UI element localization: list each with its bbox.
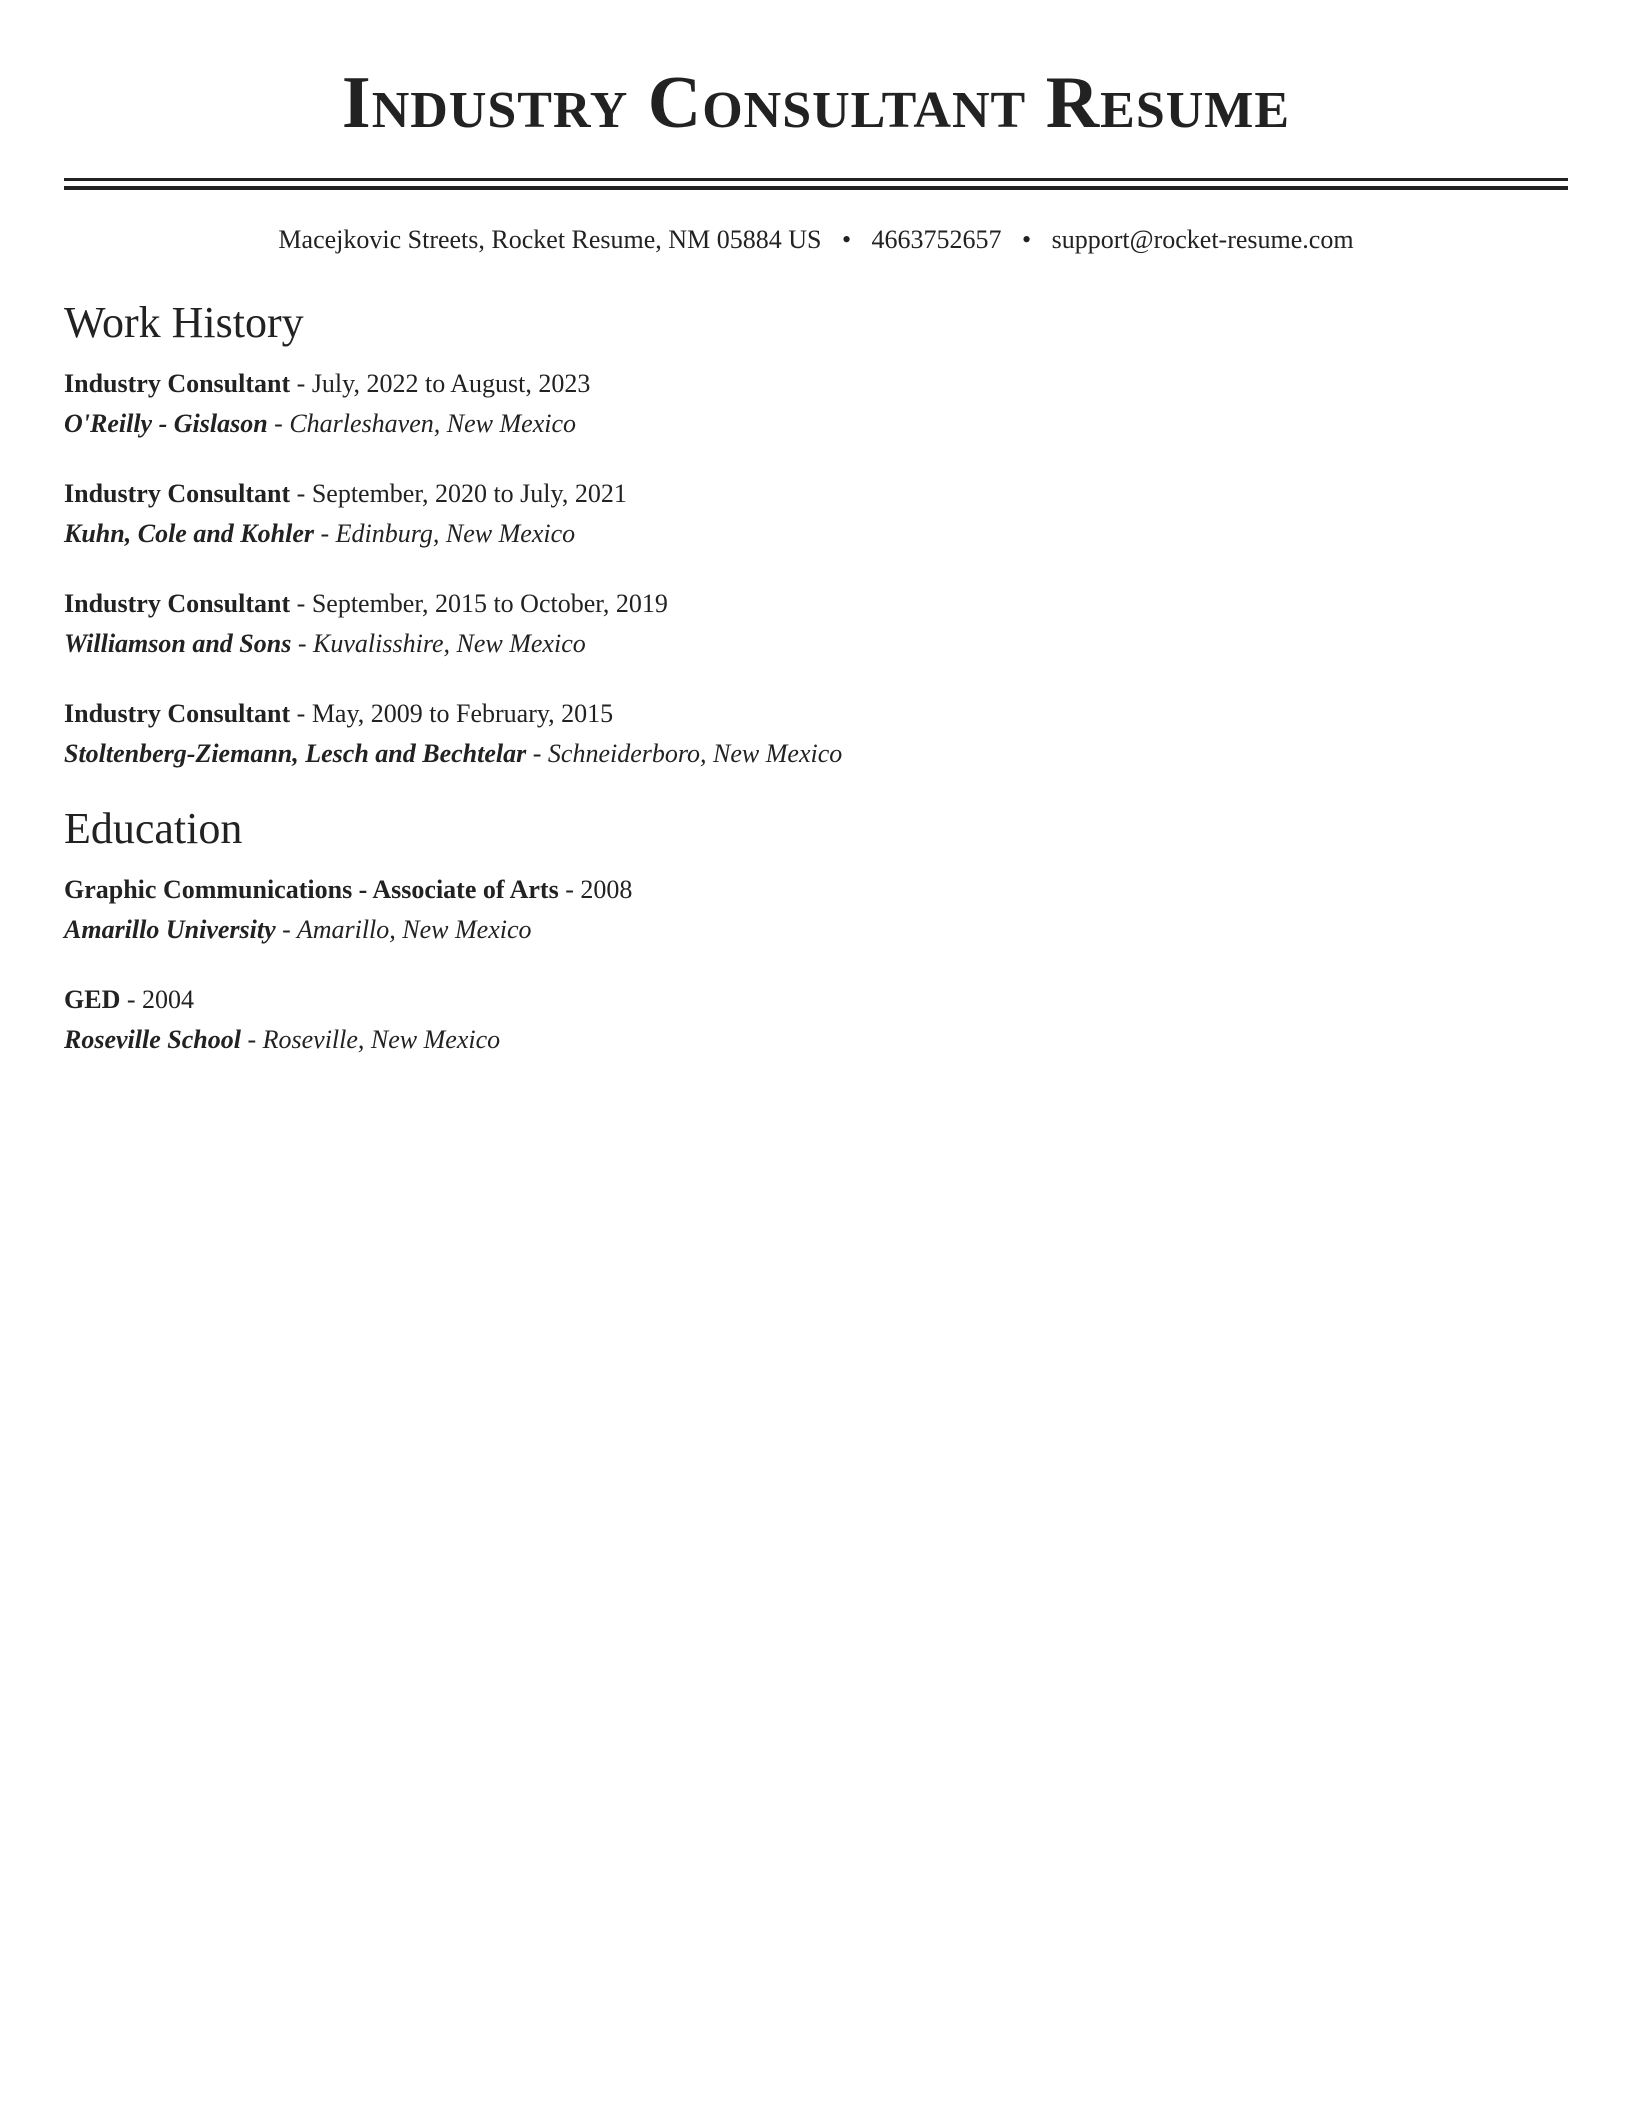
work-role: Industry Consultant [64, 699, 291, 728]
work-role: Industry Consultant [64, 589, 291, 618]
education-year: 2008 [580, 875, 633, 904]
work-role: Industry Consultant [64, 479, 291, 508]
work-entry-title-line [64, 584, 1568, 624]
work-dates: September, 2020 to July, 2021 [311, 479, 627, 508]
work-dates: July, 2022 to August, 2023 [311, 369, 591, 398]
dash: - [296, 699, 306, 728]
education-degree: GED [64, 985, 121, 1014]
education-year: 2004 [142, 985, 195, 1014]
dash: - [126, 985, 136, 1014]
dash: - [247, 1025, 257, 1054]
dash: - [532, 739, 542, 768]
work-entry-company-line [64, 734, 1568, 774]
education-degree: Graphic Communications - Associate of Arts [64, 875, 559, 904]
title-divider-bottom [64, 186, 1568, 190]
dash: - [296, 589, 306, 618]
education-school: Amarillo University [64, 915, 276, 944]
dash: - [296, 369, 306, 398]
resume-title: Industry Consultant Resume [341, 62, 1291, 144]
dash: - [320, 519, 330, 548]
work-location: Schneiderboro, New Mexico [547, 739, 843, 768]
dash: - [565, 875, 574, 904]
contact-line [64, 224, 1568, 256]
work-entry-company-line [64, 404, 1568, 444]
title-divider-top [64, 178, 1568, 181]
dash: - [274, 409, 283, 438]
work-dates: May, 2009 to February, 2015 [311, 699, 614, 728]
education-entry-school-line [64, 910, 1568, 950]
work-company: Kuhn, Cole and Kohler [64, 519, 314, 548]
work-entry-company-line [64, 624, 1568, 664]
contact-separator: • [1022, 225, 1032, 254]
contact-separator: • [841, 225, 852, 254]
work-entry [64, 364, 1568, 444]
education-location: Roseville, New Mexico [262, 1025, 501, 1054]
work-entry-title-line [64, 364, 1568, 404]
work-entry-title-line [64, 694, 1568, 734]
work-location: Kuvalisshire, New Mexico [313, 629, 586, 658]
work-entry [64, 474, 1568, 554]
education-location: Amarillo, New Mexico [296, 915, 532, 944]
work-history-heading: Work History [64, 298, 304, 347]
education-entry-degree-line [64, 870, 1568, 910]
education-entry [64, 870, 1568, 950]
education-entry-school-line [64, 1020, 1568, 1060]
work-location: Charleshaven, New Mexico [289, 409, 576, 438]
work-entry-title-line [64, 474, 1568, 514]
dash: - [296, 479, 306, 508]
work-entry [64, 694, 1568, 774]
work-dates: September, 2015 to October, 2019 [311, 589, 668, 618]
work-company: O'Reilly - Gislason [64, 409, 268, 438]
work-entry-company-line [64, 514, 1568, 554]
education-entry [64, 980, 1568, 1060]
education-heading: Education [64, 804, 243, 853]
work-location: Edinburg, New Mexico [335, 519, 576, 548]
contact-address: Macejkovic Streets, Rocket Resume, NM 05884 US [278, 225, 822, 254]
education-entry-degree-line [64, 980, 1568, 1020]
dash: - [282, 915, 291, 944]
contact-email: support@rocket-resume.com [1051, 225, 1354, 254]
work-company: Williamson and Sons [64, 629, 292, 658]
work-company: Stoltenberg-Ziemann, Lesch and Bechtelar [64, 739, 527, 768]
work-role: Industry Consultant [64, 369, 291, 398]
education-school: Roseville School [64, 1025, 241, 1054]
contact-phone: 4663752657 [871, 225, 1002, 254]
work-entry [64, 584, 1568, 664]
dash: - [297, 629, 307, 658]
